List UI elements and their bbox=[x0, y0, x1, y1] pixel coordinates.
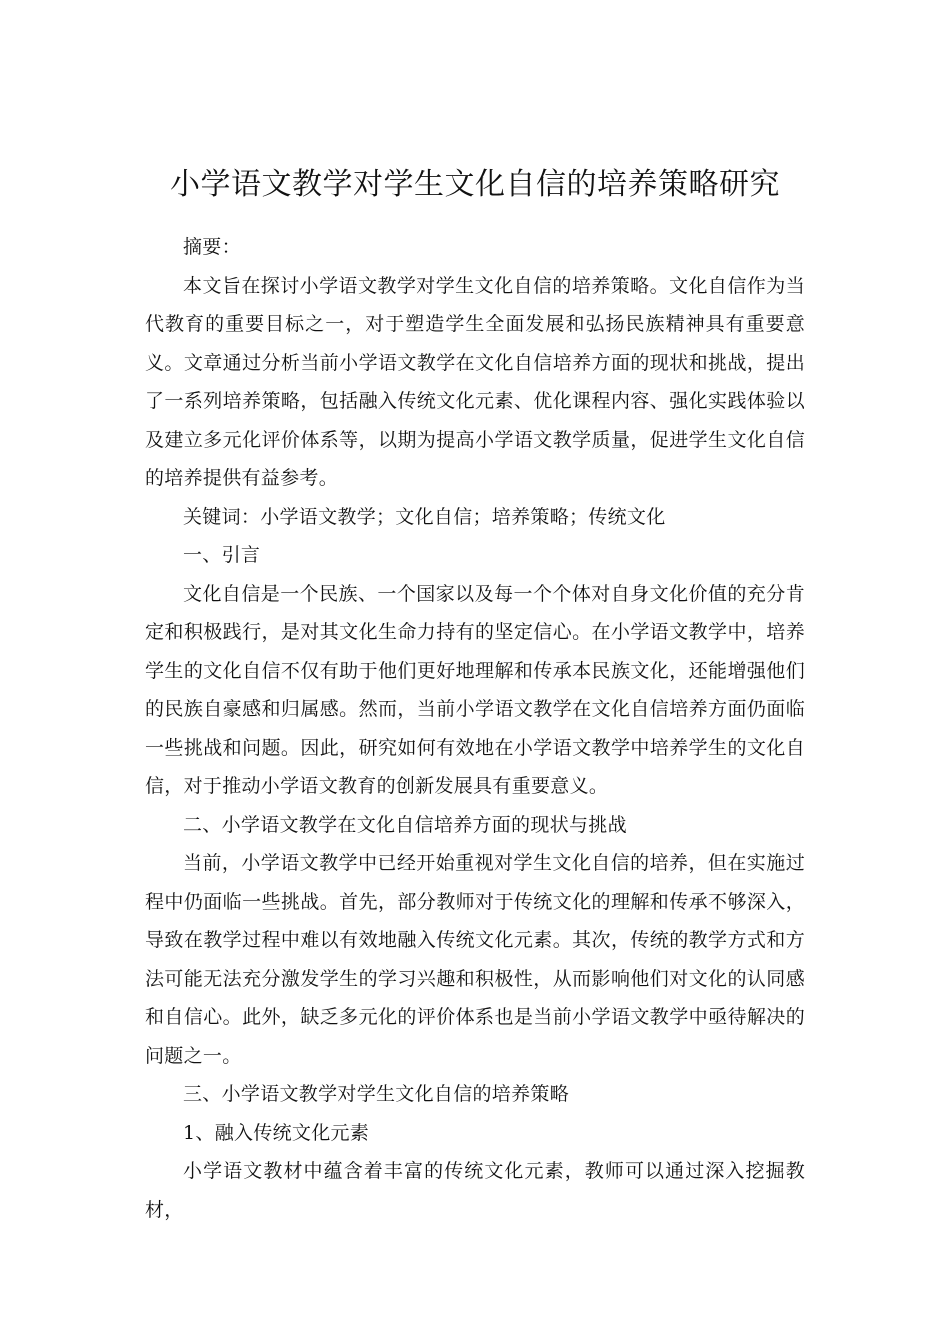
abstract-label: 摘要： bbox=[183, 236, 241, 258]
document-body bbox=[145, 228, 805, 1229]
subsection-heading-traditional-culture: 1、融入传统文化元素 bbox=[183, 1121, 370, 1144]
keywords: 关键词：小学语文教学；文化自信；培养策略；传统文化 bbox=[183, 505, 666, 528]
document-title: 小学语文教学对学生文化自信的培养策略研究 bbox=[170, 167, 780, 203]
section-heading-introduction: 一、引言 bbox=[183, 544, 261, 566]
section-text-introduction: 文化自信是一个民族、一个国家以及每一个个体对自身文化价值的充分肯定和积极践行，是对其文化生命力持有的坚定信心。在小学语文教学中，培养学生的文化自信不仅有助于他们更好地理解和传承本民族文化，还能增强他们的民族自豪感和归属感。然而，当前小学语文教学在文化自信培养方面仍面临一些挑战和问题。因此，研究如何有效地在小学语文教学中培养学生的文化自信，对于推动小学语文教育的创新发展具有重要意义。 bbox=[145, 582, 805, 797]
abstract-text: 本文旨在探讨小学语文教学对学生文化自信的培养策略。文化自信作为当代教育的重要目标之一，对于塑造学生全面发展和弘扬民族精神具有重要意义。文章通过分析当前小学语文教学在文化自信培养方面的现状和挑战，提出了一系列培养策略，包括融入传统文化元素、优化课程内容、强化实践体验以及建立多元化评价体系等，以期为提高小学语文教学质量，促进学生文化自信的培养提供有益参考。 bbox=[145, 274, 805, 489]
section-text-current-status: 当前，小学语文教学中已经开始重视对学生文化自信的培养，但在实施过程中仍面临一些挑战。首先，部分教师对于传统文化的理解和传承不够深入，导致在教学过程中难以有效地融入传统文化元素。其次，传统的教学方式和方法可能无法充分激发学生的学习兴趣和积极性，从而影响他们对文化的认同感和自信心。此外，缺乏多元化的评价体系也是当前小学语文教学中亟待解决的问题之一。 bbox=[145, 852, 805, 1067]
section-heading-strategies: 三、小学语文教学对学生文化自信的培养策略 bbox=[183, 1083, 570, 1105]
section-heading-current-status: 二、小学语文教学在文化自信培养方面的现状与挑战 bbox=[183, 813, 627, 836]
subsection-text-traditional-culture: 小学语文教材中蕴含着丰富的传统文化元素，教师可以通过深入挖掘教材， bbox=[145, 1160, 805, 1221]
